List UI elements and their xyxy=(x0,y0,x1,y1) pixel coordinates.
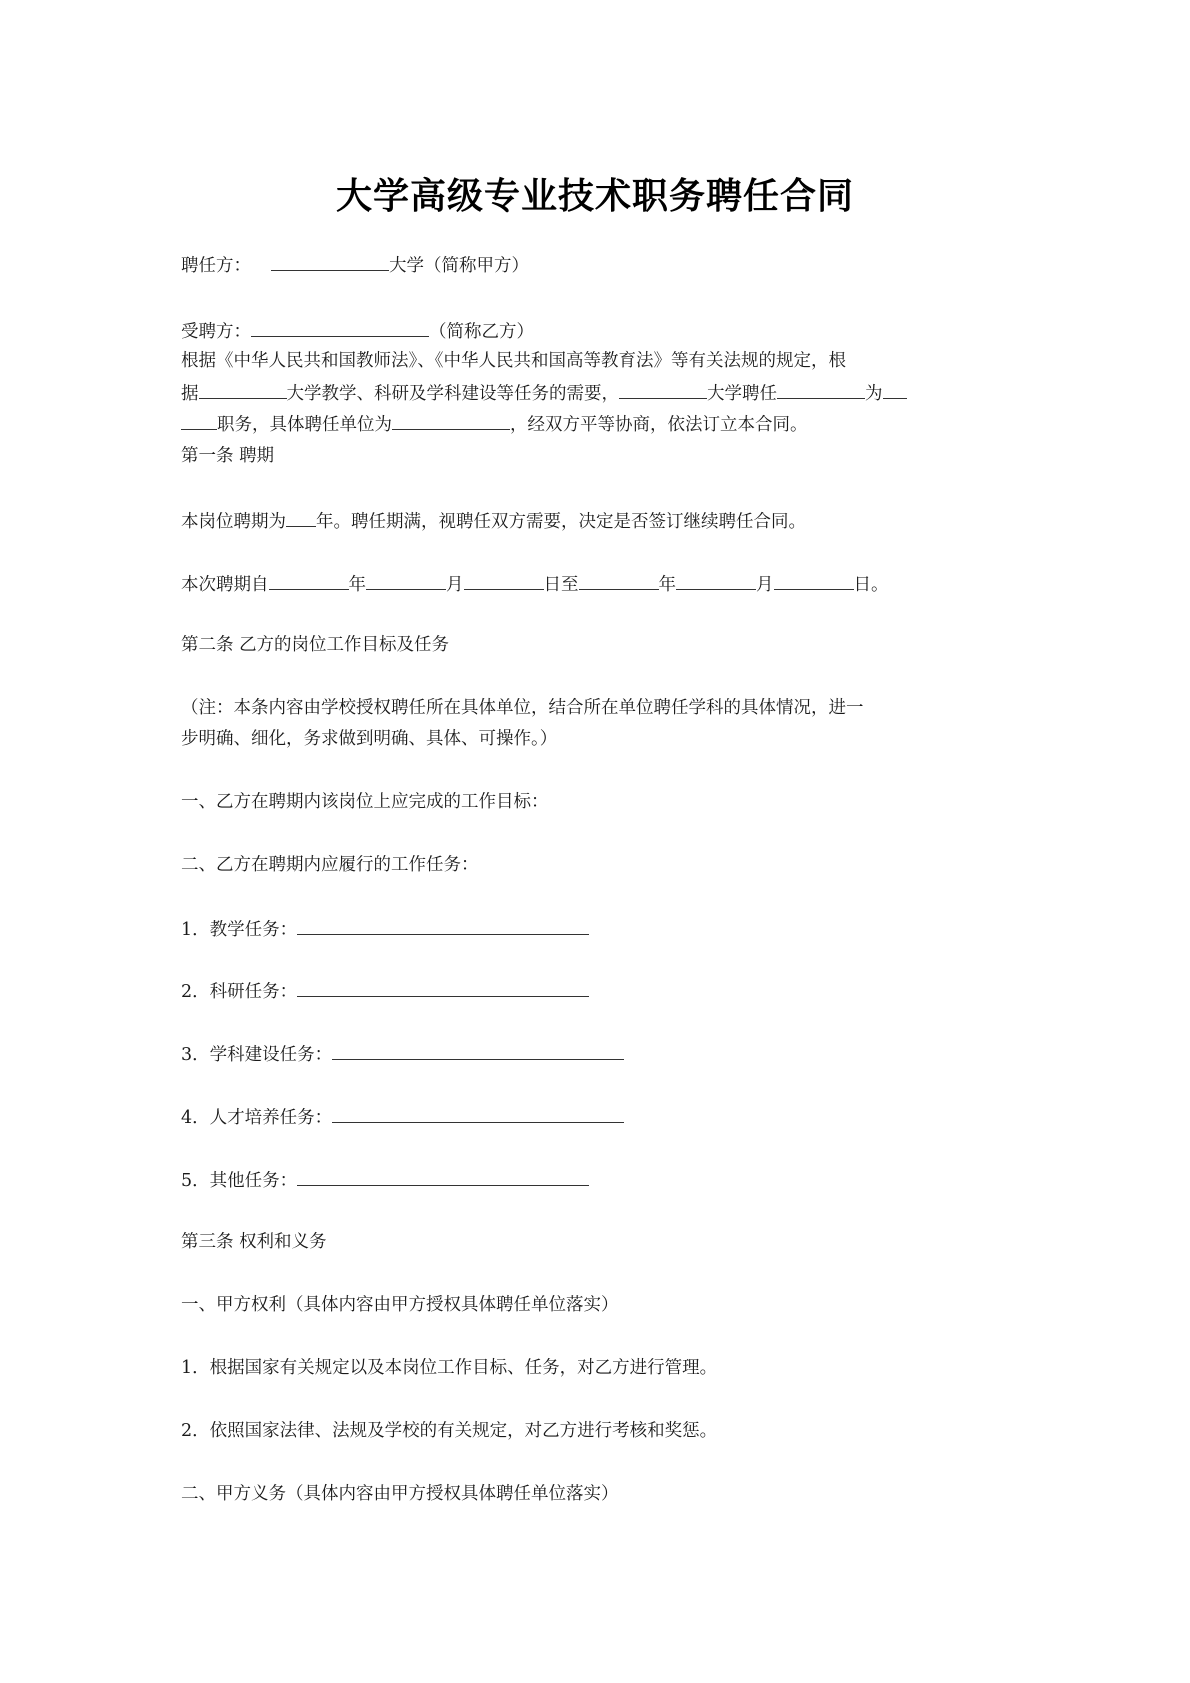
label: 3．学科建设任务： xyxy=(181,1045,333,1065)
text: 大学聘任 xyxy=(707,384,777,404)
task-discipline xyxy=(181,1041,624,1067)
note-line-1: （注：本条内容由学校授权聘任所在具体单位，结合所在单位聘任学科的具体情况，进一 xyxy=(181,698,864,718)
article-2-heading: 第二条 乙方的岗位工作目标及任务 xyxy=(181,635,450,655)
text: 日。 xyxy=(853,575,889,595)
employer-blank[interactable] xyxy=(271,252,389,271)
task-research xyxy=(181,978,589,1004)
university-blank[interactable] xyxy=(199,380,287,399)
party-a-duties: 二、甲方义务（具体内容由甲方授权具体聘任单位落实） xyxy=(181,1484,619,1504)
article-3-heading: 第三条 权利和义务 xyxy=(181,1232,327,1252)
start-year-blank[interactable] xyxy=(269,571,349,590)
text: 月 xyxy=(446,575,464,595)
text: 大学教学、科研及学科建设等任务的需要， xyxy=(286,384,619,404)
document-title: 大学高级专业技术职务聘任合同 xyxy=(335,176,854,217)
position-blank[interactable] xyxy=(883,380,907,399)
right-item-1: 1．根据国家有关规定以及本岗位工作目标、任务，对乙方进行管理。 xyxy=(181,1358,718,1378)
text: 年 xyxy=(348,575,366,595)
right-item-2: 2．依照国家法律、法规及学校的有关规定，对乙方进行考核和奖惩。 xyxy=(181,1421,718,1441)
text: ，经双方平等协商，依法订立本合同。 xyxy=(510,415,808,435)
note-line-2: 步明确、细化，务求做到明确、具体、可操作。） xyxy=(181,729,558,749)
employer-line xyxy=(181,252,529,278)
article-1-heading: 第一条 聘期 xyxy=(181,446,275,466)
discipline-blank[interactable] xyxy=(332,1041,624,1060)
start-day-blank[interactable] xyxy=(464,571,544,590)
years-blank[interactable] xyxy=(286,508,316,527)
position-blank-cont[interactable] xyxy=(181,411,217,430)
unit-blank[interactable] xyxy=(392,411,510,430)
other-blank[interactable] xyxy=(297,1167,589,1186)
work-goal-line: 一、乙方在聘期内该岗位上应完成的工作目标： xyxy=(181,792,549,812)
label: 2．科研任务： xyxy=(181,982,298,1002)
end-month-blank[interactable] xyxy=(676,571,756,590)
text: 职务，具体聘任单位为 xyxy=(217,415,392,435)
work-tasks-line: 二、乙方在聘期内应履行的工作任务： xyxy=(181,855,479,875)
text: 本岗位聘期为 xyxy=(181,512,286,532)
term-dates-line xyxy=(181,571,889,597)
end-day-blank[interactable] xyxy=(774,571,854,590)
task-teaching xyxy=(181,916,589,942)
text: 月 xyxy=(756,575,774,595)
label: 大学（简称甲方） xyxy=(389,256,529,276)
label: 受聘方： xyxy=(181,322,251,342)
start-month-blank[interactable] xyxy=(366,571,446,590)
label: 5．其他任务： xyxy=(181,1171,298,1191)
task-other xyxy=(181,1167,589,1193)
label: 聘任方： xyxy=(181,256,251,276)
task-talent xyxy=(181,1104,624,1130)
text: 本次聘期自 xyxy=(181,575,269,595)
term-length-line xyxy=(181,508,806,534)
university-blank-2[interactable] xyxy=(619,380,707,399)
text: 为 xyxy=(865,384,883,404)
end-year-blank[interactable] xyxy=(579,571,659,590)
employee-line xyxy=(181,318,534,344)
talent-blank[interactable] xyxy=(332,1104,624,1123)
label: 4．人才培养任务： xyxy=(181,1108,333,1128)
preamble-line-1: 根据《中华人民共和国教师法》、《中华人民共和国高等教育法》等有关法规的规定，根 xyxy=(181,351,846,371)
label: 1．教学任务： xyxy=(181,920,298,940)
preamble-line-3 xyxy=(181,411,808,437)
research-blank[interactable] xyxy=(297,978,589,997)
text: 年。聘任期满，视聘任双方需要，决定是否签订继续聘任合同。 xyxy=(316,512,806,532)
text: 据 xyxy=(181,384,199,404)
label: （简称乙方） xyxy=(429,322,534,342)
employee-blank[interactable] xyxy=(251,318,429,337)
text: 年 xyxy=(658,575,676,595)
teaching-blank[interactable] xyxy=(297,916,589,935)
preamble-line-2 xyxy=(181,380,907,406)
appointee-blank[interactable] xyxy=(777,380,865,399)
party-a-rights: 一、甲方权利（具体内容由甲方授权具体聘任单位落实） xyxy=(181,1295,619,1315)
text: 日至 xyxy=(543,575,579,595)
